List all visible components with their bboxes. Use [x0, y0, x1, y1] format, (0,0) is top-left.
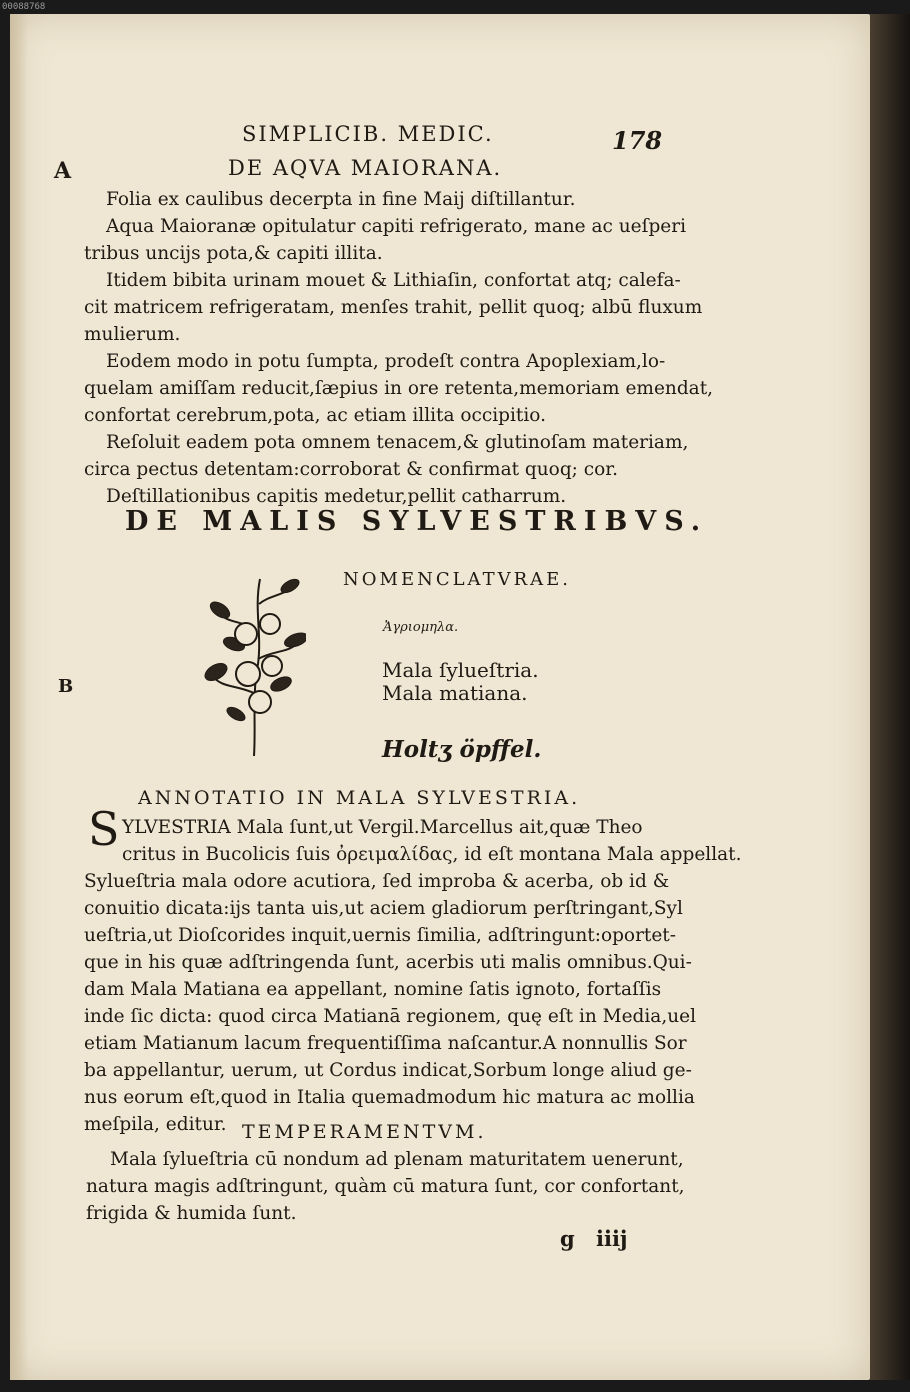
latin-names	[382, 659, 539, 705]
section-heading-malis-sylvestribus: DE MALIS SYLVESTRIBVS.	[125, 506, 709, 537]
text-line: Reſoluit eadem pota omnem tenacem,& glutinoſam materiam,	[106, 432, 689, 453]
text-line: Itidem bibita urinam mouet & Lithiaſin, confortat atq; calefa-	[106, 270, 681, 291]
page-gutter	[10, 14, 28, 1380]
text-line: nus eorum eſt,quod in Italia quemadmodum hic matura ac mollia	[84, 1087, 695, 1108]
book-page	[10, 14, 870, 1380]
text-line: inde ſic dicta: quod circa Matianā regionem, quę eſt in Media,uel	[84, 1006, 696, 1027]
text-line: natura magis adſtringunt, quàm cū matura ſunt, cor confortant,	[86, 1176, 685, 1197]
text-line: quelam amiſſam reducit,ſæpius in ore retenta,memoriam emendat,	[84, 378, 714, 399]
section-heading-aqua-maiorana: DE AQVA MAIORANA.	[228, 156, 503, 180]
text-line: mulierum.	[84, 324, 181, 345]
aqua-maiorana-text	[84, 186, 714, 510]
text-line: dam Mala Matiana ea appellant, nomine ſatis ignoto, fortaſſis	[84, 979, 662, 1000]
nomenclature-heading: NOMENCLATVRAE.	[343, 569, 571, 590]
latin-name: Mala ſylueſtria.	[382, 658, 539, 682]
signature-mark: g iiij	[560, 1226, 628, 1251]
text-line: conuitio dicata:ijs tanta uis,ut aciem gladiorum perſtringant,Syl	[84, 898, 683, 919]
text-line: ba appellantur, uerum, ut Cordus indicat,Sorbum longe aliud ge-	[84, 1060, 692, 1081]
text-line: Eodem modo in potu ſumpta, prodeſt contra Apoplexiam,lo-	[106, 351, 666, 372]
margin-letter-a: A	[54, 158, 72, 184]
text-line: Folia ex caulibus decerpta in fine Maij diſtillantur.	[106, 189, 576, 210]
temperamentum-heading: TEMPERAMENTVM.	[242, 1121, 487, 1143]
text-line: tribus uncijs pota,& capiti illita.	[84, 243, 383, 264]
temperamentum-text	[86, 1146, 685, 1227]
german-name: Holtʒ öpffel.	[382, 736, 542, 763]
text-line: que in his quæ adſtringenda ſunt, acerbis uti malis omnibus.Qui-	[84, 952, 692, 973]
text-line: cit matricem refrigeratam, menſes trahit, pellit quoq; albū fluxum	[84, 297, 703, 318]
text-line: ueſtria,ut Dioſcorides inquit,uernis ſimilia, adſtringunt:oportet-	[84, 925, 676, 946]
text-line: Aqua Maioranæ opitulatur capiti refrigerato, mane ac ueſperi	[106, 216, 687, 237]
apple-branch-woodcut-icon	[196, 574, 306, 759]
text-line: meſpila, editur.	[84, 1114, 227, 1135]
annotation-heading: ANNOTATIO IN MALA SYLVESTRIA.	[138, 787, 581, 809]
text-line: circa pectus detentam:corroborat & confirmat quoq; cor.	[84, 459, 618, 480]
text-line: Mala ſylueſtria cū nondum ad plenam maturitatem uenerunt,	[110, 1149, 684, 1170]
page-number: 178	[612, 126, 663, 155]
text-line: confortat cerebrum,pota, ac etiam illita occipitio.	[84, 405, 546, 426]
text-line: frigida & humida ſunt.	[86, 1203, 297, 1224]
text-line: etiam Matianum lacum frequentiſſima naſcantur.A nonnullis Sor	[84, 1033, 687, 1054]
text-line: critus in Bucolicis ſuis ὀρειμαλίδας, id eſt montana Mala appellat.	[122, 844, 742, 865]
text-line: Sylueſtria mala odore acutiora, ſed improba & acerba, ob id &	[84, 871, 670, 892]
annotation-text	[84, 814, 742, 1138]
scan-id-label: 00088768	[2, 2, 46, 12]
margin-letter-b: B	[58, 676, 74, 697]
latin-name: Mala matiana.	[382, 681, 528, 705]
running-head: SIMPLICIB. MEDIC.	[242, 122, 494, 146]
greek-name: Ἀγριομηλα.	[383, 620, 459, 635]
book-spine	[870, 14, 910, 1380]
text-line: Deſtillationibus capitis medetur,pellit catharrum.	[106, 486, 567, 507]
drop-cap: S	[88, 802, 120, 856]
text-line: YLVESTRIA Mala ſunt,ut Vergil.Marcellus ait,quæ Theo	[122, 817, 643, 838]
